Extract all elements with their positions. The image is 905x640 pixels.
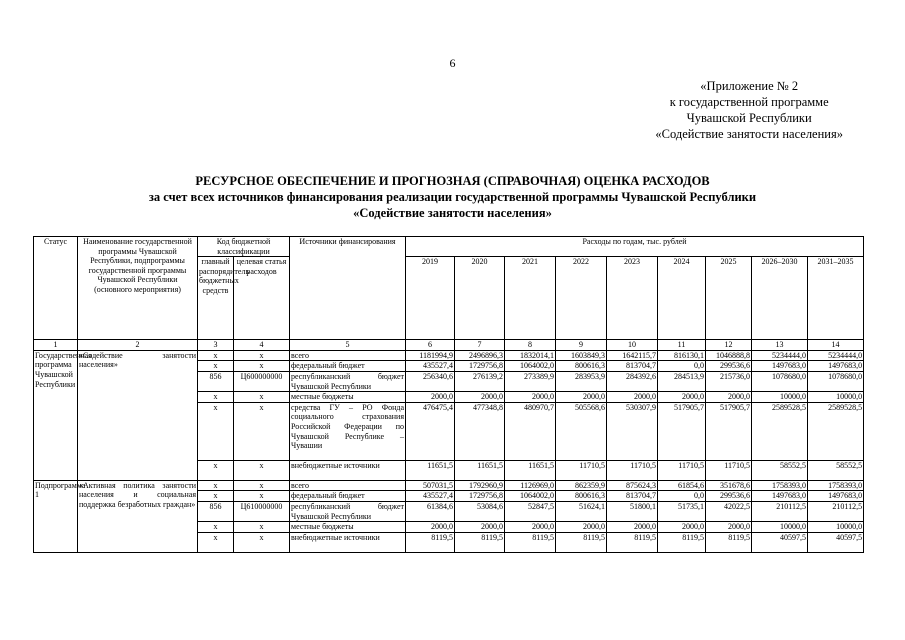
value-cell: 273389,9 (505, 371, 556, 391)
value-cell: 2589528,5 (808, 402, 864, 460)
chief-manager-cell: 856 (198, 501, 234, 521)
value-cell: 1603849,3 (556, 350, 607, 361)
header-year: 2020 (455, 257, 505, 340)
value-cell: 256340,6 (406, 371, 455, 391)
value-cell: 284513,9 (658, 371, 706, 391)
appendix-line: «Содействие занятости населения» (655, 127, 843, 141)
value-cell: 11710,5 (658, 460, 706, 480)
source-cell: федеральный бюджет (290, 361, 406, 372)
column-number: 1 (34, 340, 78, 351)
source-cell: местные бюджеты (290, 522, 406, 533)
value-cell: 52847,5 (505, 501, 556, 521)
header-year: 2023 (607, 257, 658, 340)
value-cell: 477348,8 (455, 402, 505, 460)
header-name: Наименование государственной программы Чувашской Республики, подпрограммы государственной программы Чувашской Республики (основного мероприятия) (78, 237, 198, 340)
program-name-cell: «Активная политика занятости населения и социальная поддержка безработных граждан» (78, 480, 198, 552)
table-row (34, 480, 864, 491)
target-item-cell: х (234, 491, 290, 502)
target-item-cell: х (234, 361, 290, 372)
value-cell: 517905,7 (658, 402, 706, 460)
value-cell: 2000,0 (658, 522, 706, 533)
value-cell: 480970,7 (505, 402, 556, 460)
value-cell: 40597,5 (808, 532, 864, 552)
value-cell: 800616,3 (556, 361, 607, 372)
value-cell: 2000,0 (706, 522, 752, 533)
target-item-cell: Ц610000000 (234, 501, 290, 521)
value-cell: 1497683,0 (752, 361, 808, 372)
title-line: «Содействие занятости населения» (353, 206, 552, 220)
value-cell: 2000,0 (658, 392, 706, 403)
value-cell: 2000,0 (706, 392, 752, 403)
value-cell: 505568,6 (556, 402, 607, 460)
appendix-line: «Приложение № 2 (700, 79, 799, 93)
status-cell: Государственная программа Чувашской Республики (34, 350, 78, 480)
target-item-cell: х (234, 402, 290, 460)
column-number: 6 (406, 340, 455, 351)
column-number: 7 (455, 340, 505, 351)
value-cell: 53084,6 (455, 501, 505, 521)
value-cell: 435527,4 (406, 491, 455, 502)
header-year: 2031–2035 (808, 257, 864, 340)
value-cell: 215736,0 (706, 371, 752, 391)
value-cell: 1497683,0 (808, 491, 864, 502)
value-cell: 284392,6 (607, 371, 658, 391)
column-number: 10 (607, 340, 658, 351)
value-cell: 10000,0 (808, 522, 864, 533)
value-cell: 51624,1 (556, 501, 607, 521)
header-year: 2021 (505, 257, 556, 340)
status-cell: Подпрограмма 1 (34, 480, 78, 552)
value-cell: 8119,5 (706, 532, 752, 552)
chief-manager-cell: х (198, 392, 234, 403)
value-cell: 11651,5 (505, 460, 556, 480)
chief-manager-cell: х (198, 460, 234, 480)
target-item-cell: х (234, 392, 290, 403)
value-cell: 61384,6 (406, 501, 455, 521)
value-cell: 0,0 (658, 361, 706, 372)
header-chief-manager: главный распорядитель бюджетных средств (198, 257, 234, 340)
value-cell: 530307,9 (607, 402, 658, 460)
value-cell: 11710,5 (706, 460, 752, 480)
value-cell: 299536,6 (706, 361, 752, 372)
value-cell: 5234444,0 (808, 350, 864, 361)
value-cell: 2000,0 (556, 522, 607, 533)
value-cell: 10000,0 (752, 392, 808, 403)
value-cell: 8119,5 (505, 532, 556, 552)
header-status: Статус (34, 237, 78, 340)
chief-manager-cell: х (198, 480, 234, 491)
column-number: 3 (198, 340, 234, 351)
value-cell: 1497683,0 (752, 491, 808, 502)
value-cell: 2000,0 (505, 522, 556, 533)
value-cell: 11710,5 (607, 460, 658, 480)
chief-manager-cell: х (198, 491, 234, 502)
source-cell: внебюджетные источники (290, 460, 406, 480)
value-cell: 816130,1 (658, 350, 706, 361)
title-line: за счет всех источников финансирования реализации государственной программы Чувашской Республики (148, 190, 757, 204)
value-cell: 276139,2 (455, 371, 505, 391)
value-cell: 51800,1 (607, 501, 658, 521)
header-year: 2025 (706, 257, 752, 340)
header-budget-code: Код бюджетной классификации (198, 237, 290, 257)
column-number: 2 (78, 340, 198, 351)
source-cell: республиканский бюджет Чувашской Республики (291, 371, 404, 391)
value-cell: 8119,5 (455, 532, 505, 552)
target-item-cell: х (234, 532, 290, 552)
appendix-note (655, 78, 843, 142)
header-year: 2024 (658, 257, 706, 340)
value-cell: 507031,5 (406, 480, 455, 491)
column-number: 13 (752, 340, 808, 351)
table-row (34, 350, 864, 361)
value-cell: 1078680,0 (808, 371, 864, 391)
value-cell: 2000,0 (406, 522, 455, 533)
value-cell: 1126969,0 (505, 480, 556, 491)
value-cell: 10000,0 (808, 392, 864, 403)
column-number: 8 (505, 340, 556, 351)
value-cell: 299536,6 (706, 491, 752, 502)
value-cell: 517905,7 (706, 402, 752, 460)
value-cell: 8119,5 (658, 532, 706, 552)
value-cell: 210112,5 (752, 501, 808, 521)
value-cell: 2000,0 (406, 392, 455, 403)
value-cell: 1064002,0 (505, 361, 556, 372)
source-cell: средства ГУ – РО Фонда социального страхования Российской Федерации по Чувашской Республике – Чувашии (290, 402, 406, 460)
value-cell: 11651,5 (406, 460, 455, 480)
value-cell: 875624,3 (607, 480, 658, 491)
title-line: РЕСУРСНОЕ ОБЕСПЕЧЕНИЕ И ПРОГНОЗНАЯ (СПРАВОЧНАЯ) ОЦЕНКА РАСХОДОВ (195, 174, 710, 188)
value-cell: 351678,6 (706, 480, 752, 491)
value-cell: 1792960,9 (455, 480, 505, 491)
value-cell: 2589528,5 (752, 402, 808, 460)
value-cell: 435527,4 (406, 361, 455, 372)
value-cell: 61854,6 (658, 480, 706, 491)
value-cell: 2000,0 (556, 392, 607, 403)
value-cell: 1064002,0 (505, 491, 556, 502)
value-cell: 2000,0 (607, 392, 658, 403)
source-cell: всего (290, 350, 406, 361)
value-cell: 1181994,9 (406, 350, 455, 361)
value-cell: 1046888,8 (706, 350, 752, 361)
target-item-cell: х (234, 350, 290, 361)
value-cell: 1832014,1 (505, 350, 556, 361)
value-cell: 51735,1 (658, 501, 706, 521)
column-number: 14 (808, 340, 864, 351)
value-cell: 2496896,3 (455, 350, 505, 361)
source-cell: местные бюджеты (290, 392, 406, 403)
header-expenses: Расходы по годам, тыс. рублей (406, 237, 864, 257)
value-cell: 1642115,7 (607, 350, 658, 361)
source-cell: республиканский бюджет Чувашской Республики (291, 501, 404, 521)
value-cell: 210112,5 (808, 501, 864, 521)
value-cell: 283953,9 (556, 371, 607, 391)
chief-manager-cell: х (198, 522, 234, 533)
header-year: 2026–2030 (752, 257, 808, 340)
source-cell: федеральный бюджет (290, 491, 406, 502)
value-cell: 1758393,0 (808, 480, 864, 491)
value-cell: 2000,0 (455, 392, 505, 403)
value-cell: 40597,5 (752, 532, 808, 552)
appendix-line: к государственной программе (669, 95, 829, 109)
document-title (0, 173, 905, 221)
column-number: 4 (234, 340, 290, 351)
value-cell: 8119,5 (406, 532, 455, 552)
value-cell: 58552,5 (752, 460, 808, 480)
value-cell: 5234444,0 (752, 350, 808, 361)
value-cell: 1729756,8 (455, 491, 505, 502)
target-item-cell: х (234, 522, 290, 533)
value-cell: 2000,0 (455, 522, 505, 533)
header-year: 2022 (556, 257, 607, 340)
value-cell: 0,0 (658, 491, 706, 502)
value-cell: 11710,5 (556, 460, 607, 480)
value-cell: 800616,3 (556, 491, 607, 502)
value-cell: 1729756,8 (455, 361, 505, 372)
value-cell: 2000,0 (607, 522, 658, 533)
target-item-cell: х (234, 480, 290, 491)
page-number: 6 (449, 56, 456, 70)
header-year: 2019 (406, 257, 455, 340)
column-number: 11 (658, 340, 706, 351)
chief-manager-cell: х (198, 361, 234, 372)
value-cell: 862359,9 (556, 480, 607, 491)
program-name-cell: «Содействие занятости населения» (78, 350, 198, 480)
value-cell: 8119,5 (556, 532, 607, 552)
value-cell: 1497683,0 (808, 361, 864, 372)
header-sources: Источники финансирования (290, 237, 406, 340)
target-item-cell: Ц600000000 (234, 371, 290, 391)
target-item-cell: х (234, 460, 290, 480)
column-number: 5 (290, 340, 406, 351)
source-cell: внебюджетные источники (290, 532, 406, 552)
chief-manager-cell: х (198, 532, 234, 552)
value-cell: 42022,5 (706, 501, 752, 521)
value-cell: 10000,0 (752, 522, 808, 533)
column-number: 9 (556, 340, 607, 351)
chief-manager-cell: 856 (198, 371, 234, 391)
value-cell: 11651,5 (455, 460, 505, 480)
chief-manager-cell: х (198, 402, 234, 460)
value-cell: 476475,4 (406, 402, 455, 460)
value-cell: 8119,5 (607, 532, 658, 552)
source-cell: всего (290, 480, 406, 491)
value-cell: 1078680,0 (752, 371, 808, 391)
resource-table (33, 236, 864, 553)
value-cell: 813704,7 (607, 361, 658, 372)
value-cell: 1758393,0 (752, 480, 808, 491)
chief-manager-cell: х (198, 350, 234, 361)
header-target-item: целевая статья расходов (234, 257, 290, 340)
value-cell: 2000,0 (505, 392, 556, 403)
value-cell: 813704,7 (607, 491, 658, 502)
appendix-line: Чувашской Республики (686, 111, 812, 125)
column-number: 12 (706, 340, 752, 351)
value-cell: 58552,5 (808, 460, 864, 480)
